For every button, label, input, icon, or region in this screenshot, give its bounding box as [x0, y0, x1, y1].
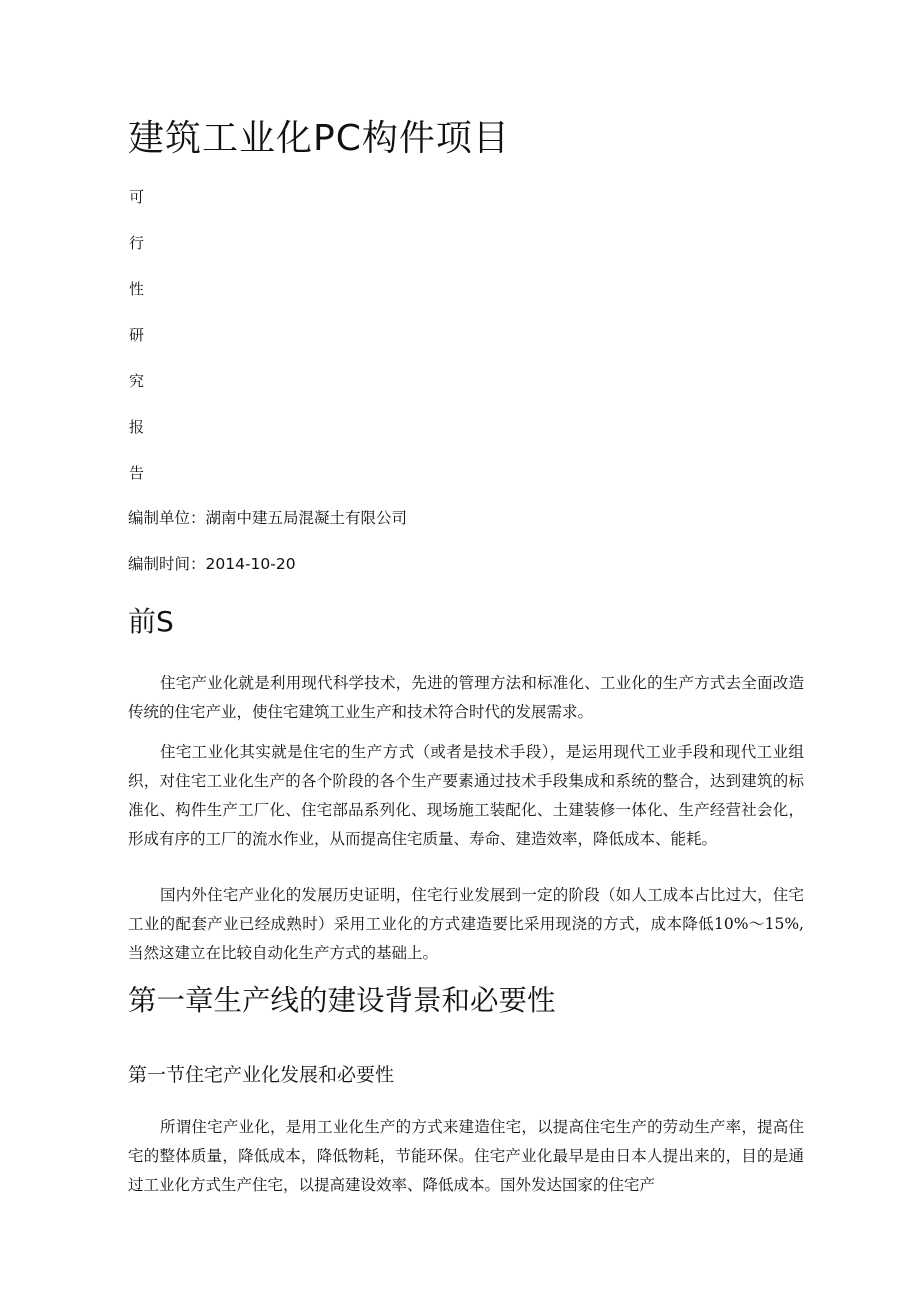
- subtitle-char-3: 性: [129, 280, 145, 298]
- subtitle-char-4: 研: [129, 326, 145, 344]
- preface-paragraph: 国内外住宅产业化的发展历史证明，住宅行业发展到一定的阶段（如人工成本占比过大，住宅工业的配套产业已经成熟时）采用工业化的方式建造要比采用现浇的方式，成本降低10%～15%,当然这建立在比较自动化生产方式的基础上。: [128, 886, 804, 962]
- preface-heading: 前S: [128, 605, 174, 638]
- subtitle-char-1: 可: [129, 188, 145, 206]
- preface-paragraph: 住宅工业化其实就是住宅的生产方式（或者是技术手段），是运用现代工业手段和现代工业组织，对住宅工业化生产的各个阶段的各个生产要素通过技术手段集成和系统的整合，达到建筑的标准化、构件生产工厂化、住宅部品系列化、现场施工装配化、土建装修一体化、生产经营社会化，形成有序的工厂的流水作业，从而提高住宅质量、寿命、建造效率，降低成本、能耗。: [128, 743, 804, 848]
- subtitle-char-2: 行: [129, 234, 145, 252]
- subtitle-char-5: 究: [129, 372, 145, 390]
- chapter-heading: 第一章生产线的建设背景和必要性: [128, 984, 556, 1017]
- compiling-date: 编制时间：2014-10-20: [128, 555, 296, 573]
- section-heading: 第一节住宅产业化发展和必要性: [128, 1064, 395, 1086]
- document-title: 建筑工业化PC构件项目: [128, 118, 510, 159]
- compiling-unit: 编制单位：湖南中建五局混凝土有限公司: [128, 509, 408, 527]
- section-paragraph: 所谓住宅产业化，是用工业化生产的方式来建造住宅，以提高住宅生产的劳动生产率，提高住宅的整体质量，降低成本，降低物耗，节能环保。住宅产业化最早是由日本人提出来的，目的是通过工业化方式生产住宅，以提高建设效率、降低成本。国外发达国家的住宅产: [128, 1118, 804, 1194]
- subtitle-char-6: 报: [129, 418, 145, 436]
- subtitle-char-7: 告: [129, 464, 145, 482]
- preface-paragraph: 住宅产业化就是利用现代科学技术，先进的管理方法和标准化、工业化的生产方式去全面改造传统的住宅产业，使住宅建筑工业生产和技术符合时代的发展需求。: [128, 674, 804, 721]
